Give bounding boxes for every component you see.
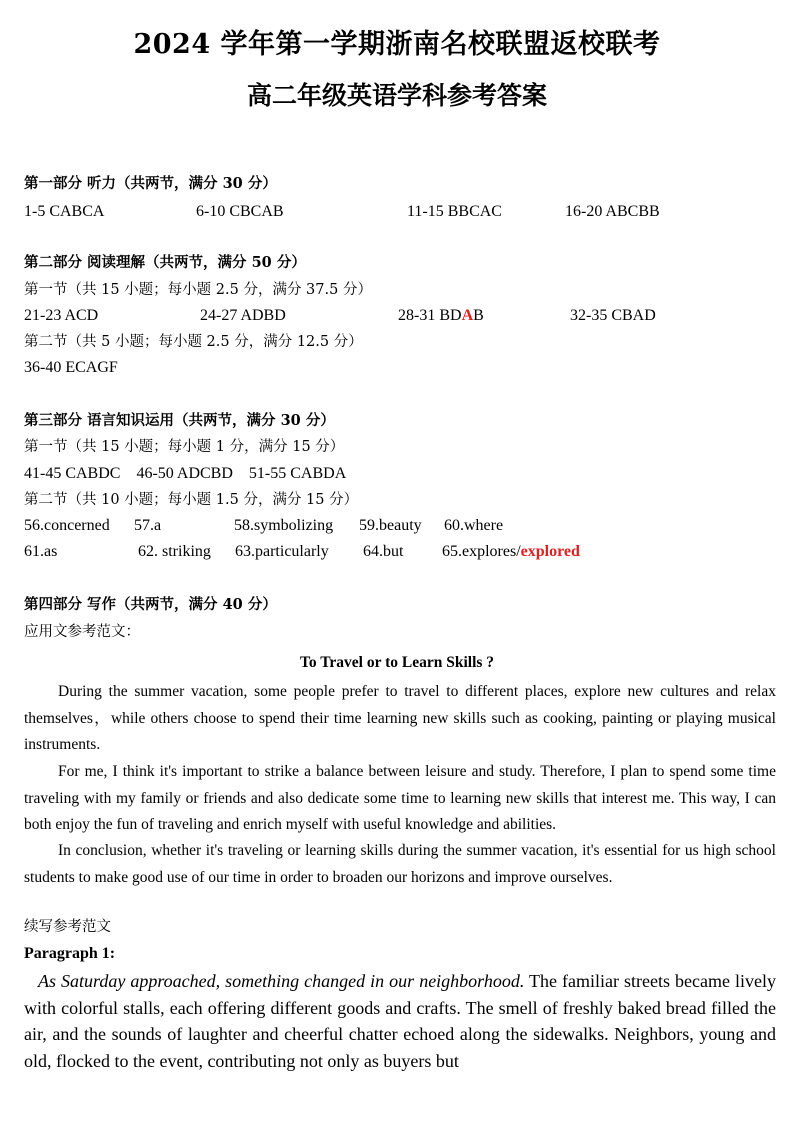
applied-writing-label: 应用文参考范文： bbox=[24, 624, 140, 640]
page-title: 2024 学年第一学期浙南名校联盟返校联考 bbox=[133, 29, 661, 60]
answer-group-corrected bbox=[398, 306, 484, 326]
paragraph1-label: Paragraph 1: bbox=[24, 945, 116, 962]
answer-item: 60.where bbox=[444, 517, 504, 534]
part3-section1: 第一节（共 15 小题；每小题 1 分，满分 15 分） bbox=[24, 439, 345, 455]
answer-text: B bbox=[473, 307, 484, 324]
answer-item: 64.but bbox=[363, 543, 404, 560]
essay-paragraph: For me, I think it's important to strike a balance between leisure and study. Therefore, I plan to spend some time traveling with my family or friends and also dedicate some time to learning new skills that interest me. This way, I can both enjoy the fun of traveling and enrich myself with useful knowledge and abilities. bbox=[24, 763, 776, 833]
answer-item: 58.symbolizing bbox=[234, 517, 334, 534]
answer-group: 36-40 ECAGF bbox=[24, 359, 118, 376]
answer-group: 6-10 CBCAB bbox=[196, 203, 284, 220]
page-subtitle: 高二年级英语学科参考答案 bbox=[246, 81, 547, 110]
part1-heading: 第一部分 听力（共两节，满分 30 分） bbox=[24, 175, 277, 192]
part2-section2: 第二节（共 5 小题；每小题 2.5 分，满分 12.5 分） bbox=[24, 334, 363, 350]
answer-group: 32-35 CBAD bbox=[570, 307, 656, 324]
answer-group: 41-45 CABDC 46-50 ADCBD 51-55 CABDA bbox=[24, 465, 347, 482]
answer-item: 62. striking bbox=[138, 543, 211, 560]
part3-heading: 第三部分 语言知识运用（共两节，满分 30 分） bbox=[24, 412, 335, 429]
part2-section1: 第一节（共 15 小题；每小题 2.5 分，满分 37.5 分） bbox=[24, 282, 372, 298]
answer-text: 65.explores/ bbox=[442, 543, 521, 560]
answer-group: 16-20 ABCBB bbox=[565, 203, 660, 220]
answer-group: 24-27 ADBD bbox=[200, 307, 286, 324]
answer-item-corrected bbox=[442, 542, 580, 562]
corrected-answer: explored bbox=[520, 543, 580, 560]
essay-paragraph: In conclusion, whether it's traveling or learning skills during the summer vacation, it's essential for us high school students to make good use of our time in order to broaden our horizons and improve ourselves. bbox=[24, 842, 776, 886]
essay-title: To Travel or to Learn Skills ? bbox=[299, 654, 495, 671]
answer-item: 61.as bbox=[24, 543, 58, 560]
answer-group: 21-23 ACD bbox=[24, 307, 99, 324]
answer-item: 57.a bbox=[134, 517, 162, 534]
essay-paragraph: During the summer vacation, some people prefer to travel to different places, explore new cultures and relax themselves，while others choose to spend their time learning new skills such as cooking, painting or playing musical instruments. bbox=[24, 683, 776, 753]
part4-heading: 第四部分 写作（共两节，满分 40 分） bbox=[24, 596, 277, 613]
part2-heading: 第二部分 阅读理解（共两节，满分 50 分） bbox=[24, 254, 306, 271]
answer-group: 1-5 CABCA bbox=[24, 203, 105, 220]
answer-item: 59.beauty bbox=[359, 517, 422, 534]
corrected-answer: A bbox=[461, 307, 474, 324]
answer-text: 28-31 BD bbox=[398, 307, 462, 324]
answer-item: 63.particularly bbox=[235, 543, 329, 560]
continuation-paragraph bbox=[24, 968, 776, 1074]
paragraph-opening: As Saturday approached, something changed in our neighborhood. bbox=[38, 971, 525, 991]
answer-group: 11-15 BBCAC bbox=[407, 203, 502, 220]
continuation-label: 续写参考范文 bbox=[24, 919, 111, 935]
paragraph-body: The familiar streets became lively with colorful stalls, each offering different goods and crafts. The smell of freshly baked bread filled the air, and the sounds of laughter and cheerful chatter echoed along the sidewalks. Neighbors, young and old, flocked to the event, contributing not only as buyers but bbox=[24, 971, 776, 1071]
answer-item: 56.concerned bbox=[24, 517, 110, 534]
part3-section2: 第二节（共 10 小题；每小题 1.5 分，满分 15 分） bbox=[24, 492, 359, 508]
